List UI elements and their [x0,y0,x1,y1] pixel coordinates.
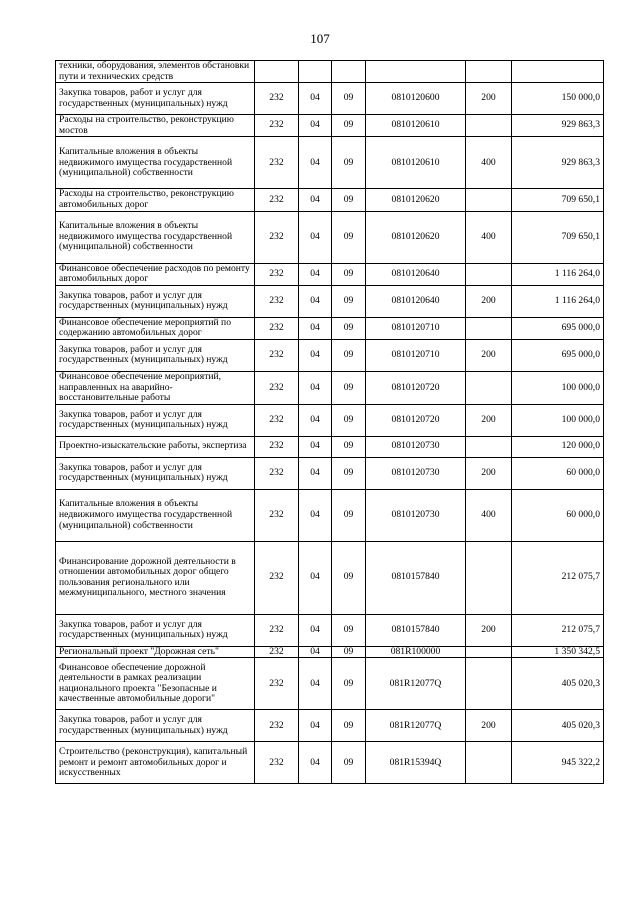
target-article-cell: 0810120600 [366,83,466,115]
amount-cell: 709 650,1 [512,211,604,263]
admin-code-cell: 232 [255,211,299,263]
expense-type-cell [466,61,512,83]
admin-code-cell: 232 [255,83,299,115]
expense-type-cell [466,541,512,614]
table-row [56,115,604,137]
admin-code-cell: 232 [255,541,299,614]
admin-code-cell: 232 [255,457,299,489]
table-row [56,61,604,83]
row-name-cell: Закупка товаров, работ и услуг для государственных (муниципальных) нужд [56,404,255,436]
table-row [56,339,604,371]
page-number: 107 [310,31,330,46]
section-code-cell: 04 [299,317,332,339]
amount-cell: 405 020,3 [512,658,604,710]
target-article-cell: 0810120610 [366,137,466,189]
row-name-cell: Финансовое обеспечение расходов по ремонту автомобильных дорог [56,263,255,285]
target-article-cell: 0810120720 [366,371,466,404]
amount-cell: 695 000,0 [512,339,604,371]
admin-code-cell: 232 [255,710,299,742]
admin-code-cell: 232 [255,371,299,404]
expense-type-cell: 400 [466,137,512,189]
admin-code-cell: 232 [255,285,299,317]
table-body [56,61,604,784]
amount-cell: 60 000,0 [512,457,604,489]
row-name-cell: Расходы на строительство, реконструкцию мостов [56,115,255,137]
section-code-cell: 04 [299,646,332,658]
section-code-cell: 04 [299,83,332,115]
row-name-cell: Закупка товаров, работ и услуг для государственных (муниципальных) нужд [56,710,255,742]
table-row [56,646,604,658]
table-row [56,285,604,317]
section-code-cell: 04 [299,436,332,457]
section-code-cell: 04 [299,115,332,137]
admin-code-cell: 232 [255,115,299,137]
amount-cell: 120 000,0 [512,436,604,457]
amount-cell: 1 116 264,0 [512,285,604,317]
target-article-cell: 0810157840 [366,614,466,646]
subsection-code-cell: 09 [332,646,366,658]
subsection-code-cell: 09 [332,489,366,541]
table-row [56,371,604,404]
expense-type-cell: 200 [466,457,512,489]
target-article-cell: 081R12077Q [366,710,466,742]
table-row [56,211,604,263]
section-code-cell: 04 [299,489,332,541]
table-row [56,658,604,710]
row-name-cell: Финансовое обеспечение дорожной деятельности в рамках реализации национального проекта "Безопасные и качественные автомобильные дороги" [56,658,255,710]
section-code-cell: 04 [299,339,332,371]
row-name-cell: Финансовое обеспечение мероприятий по содержанию автомобильных дорог [56,317,255,339]
row-name-cell: Капитальные вложения в объекты недвижимого имущества государственной (муниципальной) собственности [56,489,255,541]
section-code-cell: 04 [299,658,332,710]
subsection-code-cell: 09 [332,371,366,404]
expense-type-cell [466,742,512,784]
subsection-code-cell: 09 [332,137,366,189]
amount-cell: 929 863,3 [512,137,604,189]
subsection-code-cell: 09 [332,317,366,339]
target-article-cell: 0810120720 [366,404,466,436]
expense-type-cell: 200 [466,83,512,115]
target-article-cell: 0810120730 [366,436,466,457]
expense-type-cell [466,189,512,211]
subsection-code-cell [332,61,366,83]
expense-type-cell: 200 [466,710,512,742]
subsection-code-cell: 09 [332,436,366,457]
expense-type-cell: 200 [466,285,512,317]
row-name-cell: техники, оборудования, элементов обстановки пути и технических средств [56,61,255,83]
table-row [56,189,604,211]
section-code-cell: 04 [299,614,332,646]
section-code-cell: 04 [299,211,332,263]
target-article-cell: 081R12077Q [366,658,466,710]
admin-code-cell: 232 [255,317,299,339]
amount-cell: 945 322,2 [512,742,604,784]
amount-cell: 150 000,0 [512,83,604,115]
section-code-cell: 04 [299,404,332,436]
target-article-cell: 0810120640 [366,263,466,285]
expense-type-cell: 400 [466,489,512,541]
section-code-cell: 04 [299,137,332,189]
admin-code-cell: 232 [255,137,299,189]
amount-cell: 60 000,0 [512,489,604,541]
admin-code-cell: 232 [255,742,299,784]
row-name-cell: Региональный проект "Дорожная сеть" [56,646,255,658]
admin-code-cell: 232 [255,489,299,541]
expense-type-cell: 400 [466,211,512,263]
expense-type-cell [466,646,512,658]
expense-type-cell: 200 [466,404,512,436]
expense-type-cell: 200 [466,339,512,371]
row-name-cell: Закупка товаров, работ и услуг для государственных (муниципальных) нужд [56,339,255,371]
subsection-code-cell: 09 [332,83,366,115]
table-row [56,263,604,285]
row-name-cell: Проектно-изыскательские работы, экспертиза [56,436,255,457]
expense-type-cell [466,436,512,457]
subsection-code-cell: 09 [332,710,366,742]
target-article-cell: 081R100000 [366,646,466,658]
target-article-cell: 0810120610 [366,115,466,137]
amount-cell: 695 000,0 [512,317,604,339]
section-code-cell: 04 [299,285,332,317]
target-article-cell: 0810120730 [366,489,466,541]
target-article-cell: 0810157840 [366,541,466,614]
row-name-cell: Закупка товаров, работ и услуг для государственных (муниципальных) нужд [56,457,255,489]
subsection-code-cell: 09 [332,189,366,211]
row-name-cell: Закупка товаров, работ и услуг для государственных (муниципальных) нужд [56,83,255,115]
row-name-cell: Финансовое обеспечение мероприятий, направленных на аварийно-восстановительные работы [56,371,255,404]
amount-cell: 212 075,7 [512,614,604,646]
subsection-code-cell: 09 [332,339,366,371]
section-code-cell: 04 [299,541,332,614]
subsection-code-cell: 09 [332,457,366,489]
expense-type-cell [466,371,512,404]
subsection-code-cell: 09 [332,211,366,263]
table-row [56,436,604,457]
subsection-code-cell: 09 [332,115,366,137]
table-row [56,83,604,115]
subsection-code-cell: 09 [332,658,366,710]
target-article-cell: 0810120620 [366,211,466,263]
subsection-code-cell: 09 [332,285,366,317]
admin-code-cell: 232 [255,436,299,457]
row-name-cell: Капитальные вложения в объекты недвижимого имущества государственной (муниципальной) собственности [56,211,255,263]
target-article-cell: 0810120620 [366,189,466,211]
target-article-cell [366,61,466,83]
row-name-cell: Закупка товаров, работ и услуг для государственных (муниципальных) нужд [56,285,255,317]
amount-cell: 100 000,0 [512,404,604,436]
target-article-cell: 0810120730 [366,457,466,489]
amount-cell: 709 650,1 [512,189,604,211]
amount-cell: 1 350 342,5 [512,646,604,658]
budget-table [55,60,604,784]
target-article-cell: 0810120710 [366,317,466,339]
section-code-cell: 04 [299,189,332,211]
expense-type-cell [466,317,512,339]
expense-type-cell [466,115,512,137]
section-code-cell: 04 [299,371,332,404]
amount-cell [512,61,604,83]
section-code-cell: 04 [299,710,332,742]
table-row [56,404,604,436]
table-row [56,137,604,189]
table-row [56,710,604,742]
subsection-code-cell: 09 [332,404,366,436]
admin-code-cell: 232 [255,646,299,658]
row-name-cell: Капитальные вложения в объекты недвижимого имущества государственной (муниципальной) собственности [56,137,255,189]
admin-code-cell: 232 [255,263,299,285]
admin-code-cell: 232 [255,189,299,211]
table-row [56,614,604,646]
section-code-cell [299,61,332,83]
target-article-cell: 0810120710 [366,339,466,371]
expense-type-cell [466,658,512,710]
admin-code-cell: 232 [255,404,299,436]
subsection-code-cell: 09 [332,742,366,784]
amount-cell: 929 863,3 [512,115,604,137]
target-article-cell: 081R15394Q [366,742,466,784]
admin-code-cell: 232 [255,614,299,646]
row-name-cell: Закупка товаров, работ и услуг для государственных (муниципальных) нужд [56,614,255,646]
row-name-cell: Расходы на строительство, реконструкцию автомобильных дорог [56,189,255,211]
admin-code-cell: 232 [255,658,299,710]
table-row [56,317,604,339]
row-name-cell: Строительство (реконструкция), капитальный ремонт и ремонт автомобильных дорог и искусственных [56,742,255,784]
table-row [56,457,604,489]
amount-cell: 405 020,3 [512,710,604,742]
amount-cell: 1 116 264,0 [512,263,604,285]
table-row [56,742,604,784]
target-article-cell: 0810120640 [366,285,466,317]
admin-code-cell: 232 [255,339,299,371]
expense-type-cell: 200 [466,614,512,646]
table-row [56,541,604,614]
section-code-cell: 04 [299,457,332,489]
subsection-code-cell: 09 [332,614,366,646]
expense-type-cell [466,263,512,285]
amount-cell: 212 075,7 [512,541,604,614]
subsection-code-cell: 09 [332,263,366,285]
section-code-cell: 04 [299,742,332,784]
table-row [56,489,604,541]
admin-code-cell [255,61,299,83]
row-name-cell: Финансирование дорожной деятельности в отношении автомобильных дорог общего пользования регионального или межмуниципального, местного значения [56,541,255,614]
amount-cell: 100 000,0 [512,371,604,404]
section-code-cell: 04 [299,263,332,285]
subsection-code-cell: 09 [332,541,366,614]
